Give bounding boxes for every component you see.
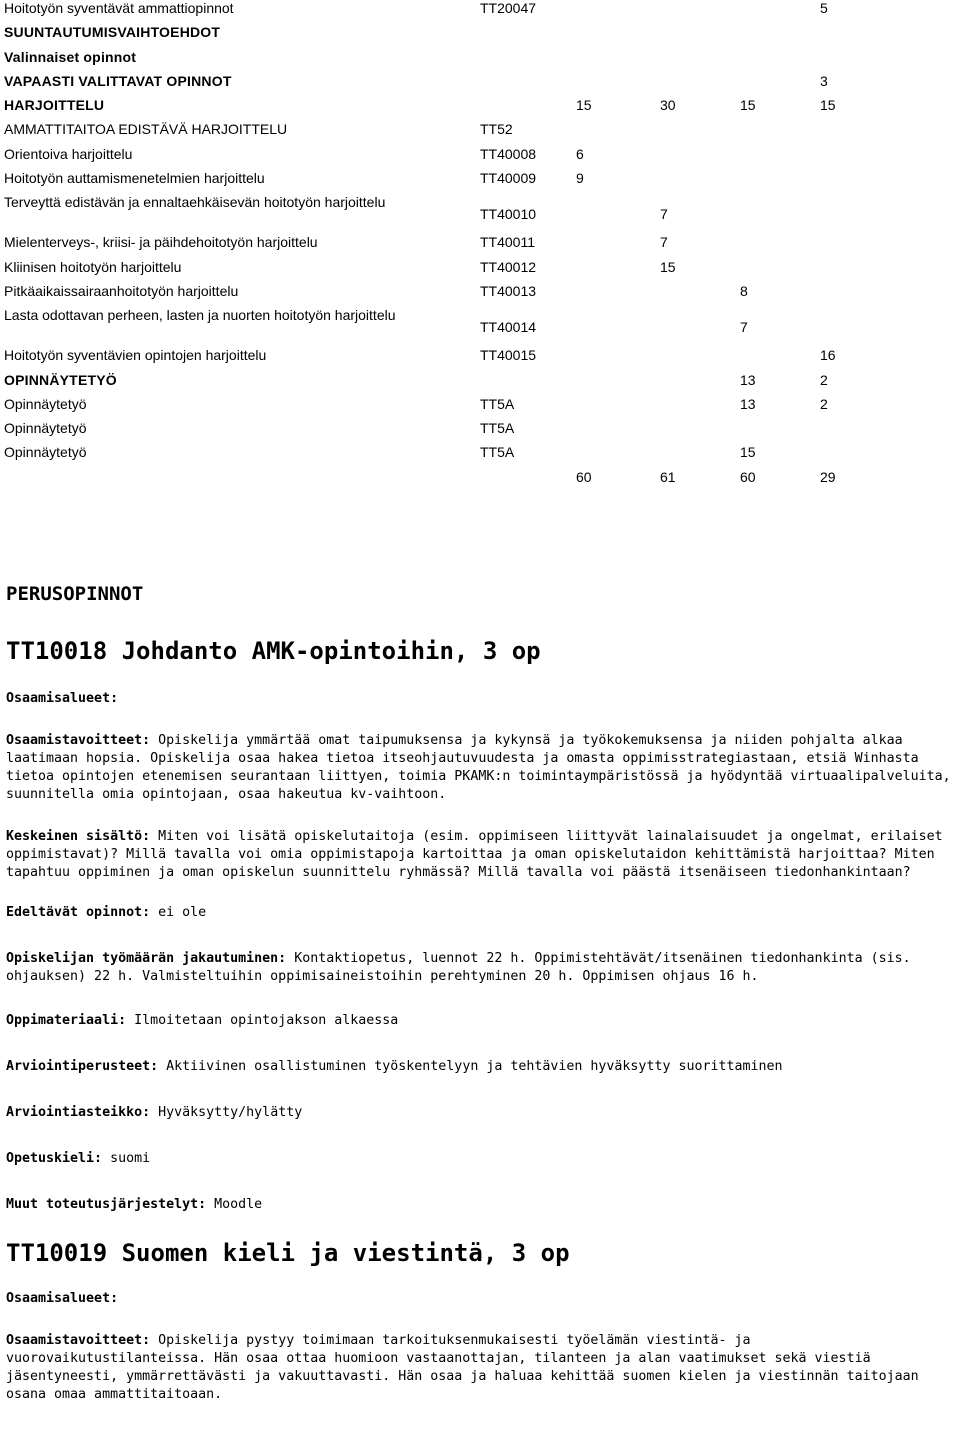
- table-row: [4, 194, 956, 234]
- table-row: [4, 372, 956, 396]
- cell-v2: 30: [660, 97, 676, 114]
- cell-code: TT40014: [480, 319, 537, 336]
- teaching-language-label: Opetuskieli:: [6, 1151, 103, 1166]
- cell-name: VAPAASTI VALITTAVAT OPINNOT: [4, 72, 232, 89]
- learning-goals-label-2: Osaamistavoitteet:: [6, 1333, 151, 1348]
- cell-v4: 3: [820, 72, 828, 89]
- grading-scale-text: Hyväksytty/hylätty: [150, 1105, 303, 1120]
- cell-name: Hoitotyön syventävien opintojen harjoittelu: [4, 347, 267, 364]
- cell-name: Mielenterveys-, kriisi- ja päihdehoitotyön harjoittelu: [4, 234, 318, 251]
- cell-code: TT52: [480, 121, 513, 138]
- competence-areas-2: [6, 1290, 956, 1308]
- cell-code: TT40009: [480, 170, 537, 187]
- cell-v4: 5: [820, 0, 828, 16]
- table-row: [4, 469, 956, 493]
- learning-goals-text: Opiskelija ymmärtää omat taipumuksensa ja kykynsä ja työkokemuksensa ja niiden pohjalta alkaa laatimaan hopsia. Opiskelija osaa hakea tietoa itseohjautuvuudesta ja omasta oppimisstrategiastaan, etsiä Winhasta tietoa opintojen etenemisen seurantaan liittyen, toimia PKAMK:n toimintaympäristössä ja hyödyntää virtuaalipalveluita, suunnitella omia opintojaan, osaa hakeutua kv-vaihtoon.: [6, 733, 951, 802]
- prerequisites-label: Edeltävät opinnot:: [6, 905, 151, 920]
- cell-name: Lasta odottavan perheen, lasten ja nuorten hoitotyön harjoittelu: [4, 307, 396, 324]
- table-row: [4, 347, 956, 371]
- table-row: [4, 146, 956, 170]
- competence-areas: [6, 690, 956, 708]
- cell-name: SUUNTAUTUMISVAIHTOEHDOT: [4, 24, 221, 41]
- other-arrangements-text: Moodle: [206, 1197, 263, 1212]
- cell-code: TT40015: [480, 347, 537, 364]
- grading-scale-label: Arviointiasteikko:: [6, 1105, 151, 1120]
- cell-v2: 7: [660, 234, 668, 251]
- learning-material-text: Ilmoitetaan opintojakson alkaessa: [126, 1013, 399, 1028]
- other-arrangements-label: Muut toteutusjärjestelyt:: [6, 1197, 207, 1212]
- cell-v3: 15: [740, 444, 756, 461]
- cell-name: OPINNÄYTETYÖ: [4, 371, 117, 388]
- assessment-criteria-label: Arviointiperusteet:: [6, 1059, 159, 1074]
- competence-areas-label-2: Osaamisalueet:: [6, 1291, 119, 1306]
- teaching-language-text: suomi: [102, 1151, 151, 1166]
- cell-name: Valinnaiset opinnot: [4, 48, 137, 65]
- cell-v3: 7: [740, 319, 748, 336]
- workload-label: Opiskelijan työmäärän jakautuminen:: [6, 951, 287, 966]
- cell-v3: 15: [740, 97, 756, 114]
- table-row: [4, 73, 956, 97]
- grading-scale: [6, 1104, 956, 1122]
- table-row: [4, 49, 956, 73]
- section-title: PERUSOPINNOT: [6, 583, 144, 605]
- learning-material-label: Oppimateriaali:: [6, 1013, 127, 1028]
- teaching-language: [6, 1150, 956, 1168]
- cell-code: TT5A: [480, 444, 515, 461]
- cell-v2: 7: [660, 206, 668, 223]
- learning-material: [6, 1012, 956, 1030]
- cell-name: Opinnäytetyö: [4, 444, 87, 461]
- cell-name: Kliinisen hoitotyön harjoittelu: [4, 258, 182, 275]
- cell-name: Orientoiva harjoittelu: [4, 145, 133, 162]
- cell-code: TT5A: [480, 395, 515, 412]
- cell-name: Hoitotyön auttamismenetelmien harjoittelu: [4, 170, 265, 187]
- cell-name: Opinnäytetyö: [4, 395, 87, 412]
- cell-code: TT40013: [480, 282, 537, 299]
- table-row: [4, 234, 956, 258]
- cell-v1: 60: [576, 468, 592, 485]
- course-title-tt10019: TT10019 Suomen kieli ja viestintä, 3 op: [6, 1239, 570, 1267]
- course-credit-table: [4, 0, 956, 493]
- learning-goals: [6, 732, 956, 804]
- cell-v4: 16: [820, 347, 836, 364]
- cell-v4: 29: [820, 468, 836, 485]
- cell-v1: 15: [576, 97, 592, 114]
- core-content-label: Keskeinen sisältö:: [6, 829, 151, 844]
- table-row: [4, 121, 956, 145]
- cell-v2: 61: [660, 468, 676, 485]
- learning-goals-2: [6, 1332, 956, 1404]
- other-arrangements: [6, 1196, 956, 1214]
- assessment-criteria-text: Aktiivinen osallistuminen työskentelyyn ja tehtävien hyväksytty suorittaminen: [158, 1059, 783, 1074]
- prerequisites-text: ei ole: [150, 905, 207, 920]
- table-row: [4, 307, 956, 347]
- table-row: [4, 396, 956, 420]
- cell-code: TT40012: [480, 258, 537, 275]
- cell-v2: 15: [660, 258, 676, 275]
- table-row: [4, 420, 956, 444]
- table-row: [4, 283, 956, 307]
- course-descriptions: [6, 580, 956, 1404]
- cell-v4: 2: [820, 371, 828, 388]
- cell-name: Terveyttä edistävän ja ennaltaehkäisevän hoitotyön harjoittelu: [4, 194, 386, 211]
- assessment-criteria: [6, 1058, 956, 1076]
- workload-text: Kontaktiopetus, luennot 22 h. Oppimistehtävät/itsenäinen tiedonhankinta (sis. ohjauksen) 22 h. Valmisteltuihin oppimisaineistoihin perehtyminen 20 h. Oppimisen ohjaus 16 h.: [6, 951, 911, 984]
- cell-v3: 13: [740, 371, 756, 388]
- cell-name: Hoitotyön syventävät ammattiopinnot: [4, 0, 234, 16]
- cell-code: TT5A: [480, 420, 515, 437]
- core-content-text: Miten voi lisätä opiskelutaitoja (esim. oppimiseen liittyvät lainalaisuudet ja ongelmat, erilaiset oppimistavat)? Millä tavalla voi omia oppimistapoja kartoittaa ja oman opiskelutaidon kehittämistä harjoittaa? Miten tapahtuu oppiminen ja oman opiskelun suunnittelu ryhmässä? Millä tavalla voi päästä itsenäiseen tiedonhankintaan?: [6, 829, 943, 880]
- competence-areas-label: Osaamisalueet:: [6, 691, 119, 706]
- cell-code: TT20047: [480, 0, 537, 16]
- cell-v1: 9: [576, 170, 584, 187]
- cell-code: TT40010: [480, 206, 537, 223]
- prerequisites: [6, 904, 956, 922]
- cell-v4: 15: [820, 97, 836, 114]
- cell-name: Pitkäaikaissairaanhoitotyön harjoittelu: [4, 282, 239, 299]
- cell-v4: 2: [820, 395, 828, 412]
- cell-v1: 6: [576, 145, 584, 162]
- learning-goals-text-2: Opiskelija pystyy toimimaan tarkoituksenmukaisesti työelämän viestintä- ja vuorovaikutustilanteissa. Hän osaa ottaa huomioon vastaanottajan, tilanteen ja alan vaatimukset sekä viestiä jäsentyneesti, ymmärrettävästi ja vakuuttavasti. Hän osaa ja haluaa kehittää suomen kielen ja viestinnän taitojaan osana omaa ammattitaitoaan.: [6, 1333, 919, 1402]
- workload: [6, 950, 956, 986]
- table-row: [4, 0, 956, 24]
- cell-name: Opinnäytetyö: [4, 420, 87, 437]
- table-row: [4, 444, 956, 468]
- table-row: [4, 170, 956, 194]
- cell-v3: 13: [740, 395, 756, 412]
- table-row: [4, 97, 956, 121]
- core-content: [6, 828, 956, 882]
- cell-name: AMMATTITAITOA EDISTÄVÄ HARJOITTELU: [4, 121, 288, 138]
- cell-v3: 8: [740, 282, 748, 299]
- table-row: [4, 24, 956, 48]
- course-title-tt10018: TT10018 Johdanto AMK-opintoihin, 3 op: [6, 637, 541, 665]
- cell-code: TT40011: [480, 234, 535, 251]
- cell-v3: 60: [740, 468, 756, 485]
- cell-code: TT40008: [480, 145, 537, 162]
- learning-goals-label: Osaamistavoitteet:: [6, 733, 151, 748]
- table-row: [4, 259, 956, 283]
- cell-name: HARJOITTELU: [4, 97, 105, 114]
